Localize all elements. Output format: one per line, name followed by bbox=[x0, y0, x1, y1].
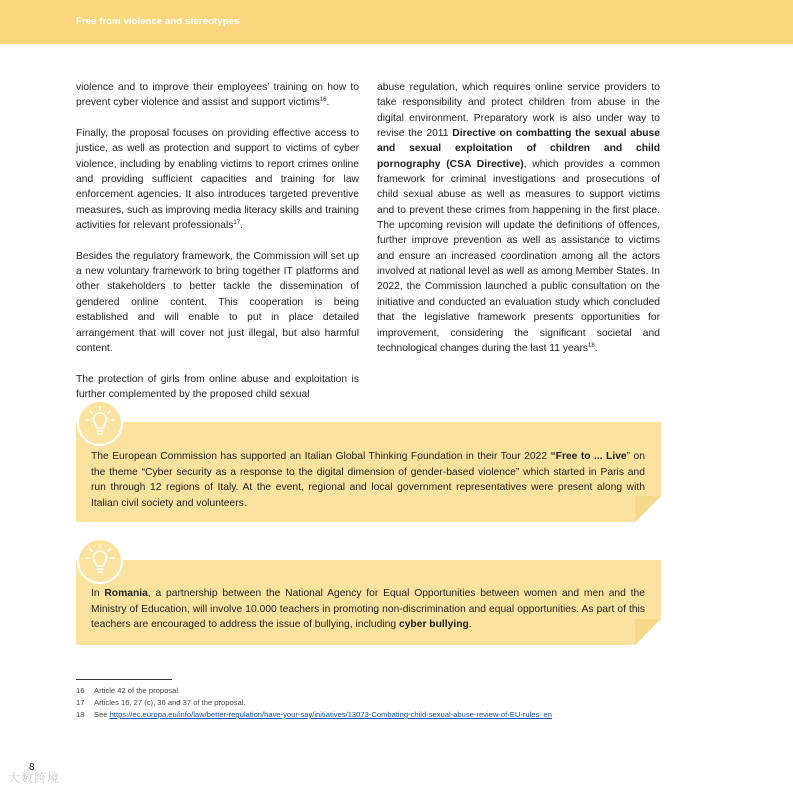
footnote: 17 Articles 16, 27 (c), 36 and 37 of the proposal. bbox=[76, 698, 246, 707]
footnote: 16 Article 42 of the proposal. bbox=[76, 686, 181, 695]
footnote-ref[interactable]: 17 bbox=[233, 220, 241, 227]
footnote-ref[interactable]: 18 bbox=[588, 342, 595, 349]
paragraph: violence and to improve their employees’ training on how to prevent cyber violence and assist and support victims$^{16}$. bbox=[76, 82, 359, 109]
left-column bbox=[76, 80, 359, 418]
right-column bbox=[377, 80, 660, 372]
footnote-ref[interactable]: 16 bbox=[319, 97, 327, 104]
footnote-divider bbox=[76, 679, 172, 680]
lightbulb-icon bbox=[77, 538, 123, 584]
page-number: 8 bbox=[29, 762, 35, 773]
footnote: 18 See https://ec.europa.eu/info/law/better-regulation/have-your-say/initiatives/13073-Combating-child-sexual-abuse-review-of-EU-rules_en bbox=[76, 710, 552, 719]
paragraph: Finally, the proposal focuses on providing effective access to justice, as well as protection and support to victims of cyber violence, including by enabling victims to report crimes online and providing sufficient capacities and training for law enforcement agencies. It also introduces targeted preventive measures, such as improving media literacy skills and training activities for relevant professionals$^{17}$. bbox=[76, 128, 359, 232]
section-title: Free from violence and stereotypes bbox=[76, 16, 240, 27]
info-box-italy bbox=[76, 422, 661, 522]
info-box-text: In Romania, a partnership between the National Agency for Equal Opportunities between women and men and the Ministry of Education, will involve 10.000 teachers in promoting non-discrimination and equal opportunities. As part of this teachers are encouraged to address the issue of bullying, including cyber bullying. bbox=[91, 588, 645, 630]
lightbulb-icon bbox=[77, 400, 123, 446]
paragraph: abuse regulation, which requires online service providers to take responsibility and protect children from abuse in the digital environment. Preparatory work is also under way to revise the 2011 Directive on combatting the sexual abuse and sexual exploitation of children and child pornography (CSA Directive), which provides a common framework for criminal investigations and prosecutions of child sexual abuse as well as measures to support victims and to prevent these crimes from happening in the first place. The upcoming revision will update the definitions of offences, further improve prevention as well as assistance to victims and ensure an increased coordination among all the actors involved at national level as well as among Member States. In 2022, the Commission launched a public consultation on the initiative and conducted an evaluation study which concluded that the legislative framework presents opportunities for improvement, considering the significant societal and technological changes during the last 11 years$^{18}$. bbox=[377, 82, 660, 354]
info-box-text: The European Commission has supported an Italian Global Thinking Foundation in their Tour 2022 “Free to ... Live” on the theme “Cyber security as a response to the digital dimension of gender-based violence” which started in Paris and run through 12 regions of Italy. At the event, regional and local government representatives were present along with Italian civil society and volunteers. bbox=[91, 451, 645, 509]
info-box-romania bbox=[76, 560, 661, 645]
paragraph: The protection of girls from online abuse and exploitation is further complemented by the proposed child sexual bbox=[76, 373, 359, 400]
watermark: 大数跨境 bbox=[8, 771, 61, 785]
footnote-link[interactable]: https://ec.europa.eu/info/law/better-regulation/have-your-say/initiatives/13073-Combating-child-sexual-abuse-review-of-EU-rules_en bbox=[109, 710, 552, 719]
directive-title: Directive on combatting the sexual abuse and sexual exploitation of children and child pornography (CSA Directive) bbox=[377, 128, 660, 170]
paragraph: Besides the regulatory framework, the Commission will set up a new voluntary framework to bring together IT platforms and other stakeholders to better tackle the dissemination of gendered online content. This cooperation is being established and will enable to put in place detailed arrangement that will cover not just illegal, but also harmful content. bbox=[76, 250, 359, 354]
